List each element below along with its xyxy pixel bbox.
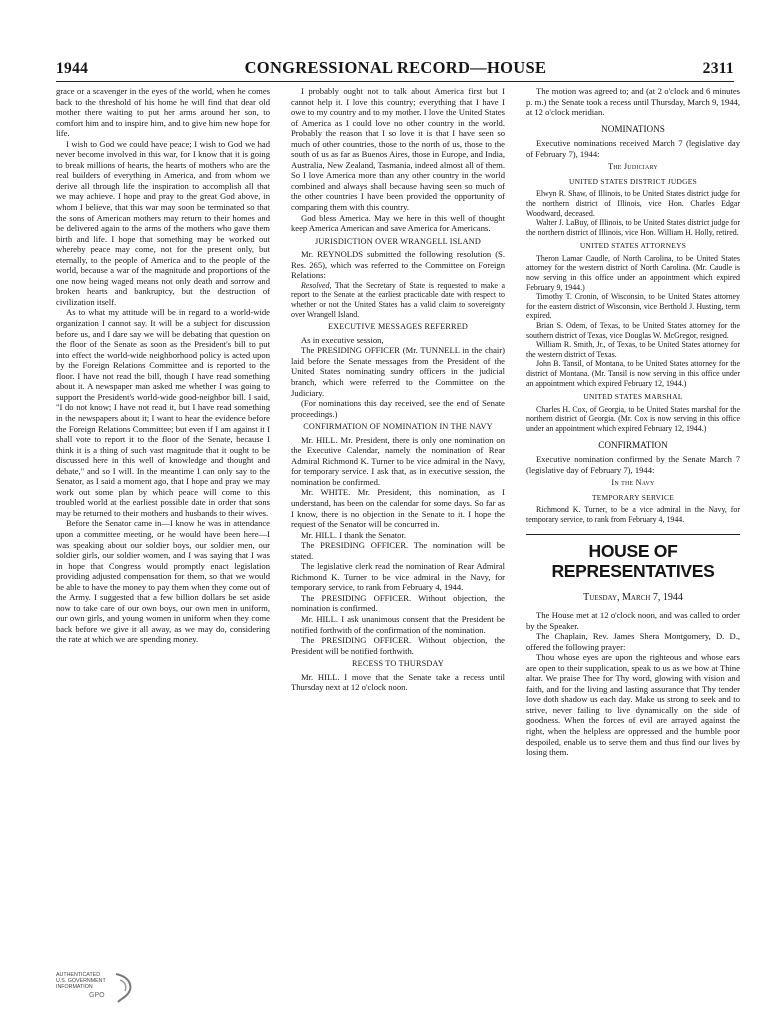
subsection-heading: UNITED STATES DISTRICT JUDGES	[568, 176, 698, 186]
paragraph: grace or a scavenger in the eyes of the world, when he comes back to the threshold of his home he will find that dear old mother there waiting to put her arms around her son, to comfort him and to inspire him, and to give him new hope for life.	[56, 86, 270, 139]
section-heading: EXECUTIVE MESSAGES REFERRED	[327, 322, 469, 332]
paragraph: The PRESIDING OFFICER. The nomination will be stated.	[291, 540, 505, 561]
paragraph: I probably ought not to talk about America first but I cannot help it. I love this country; everything that I have I owe to my country and to my mother. I love the United States of America as I could love no other country in the world. Probably the reason that I so love it is that I have seen so much of other countries, those to the north of us, those to the south of us as far as Buenos Aires, those in Europe, and India, Australia, New Zealand, Tasmania, indeed almost all of them. So I love America more than any other country in the world combined and always shall because having seen so much of the other countries I have been provided the opportunity of comparing them with this country.	[291, 86, 505, 213]
page-title: CONGRESSIONAL RECORD—HOUSE	[244, 58, 547, 77]
resolved-lead: Resolved,	[301, 280, 332, 290]
nomination-entry: Brian S. Odem, of Texas, to be United States attorney for the southern district of Texas, vice Douglas W. McGregor, resigned.	[526, 321, 740, 340]
session-date: Tuesday, March 7, 1944	[583, 592, 683, 604]
nomination-entry: Richmond K. Turner, to be a vice admiral in the Navy, for temporary service, to rank from February 4, 1944.	[526, 505, 740, 524]
nomination-entry: John B. Tansil, of Montana, to be United States attorney for the district of Montana. (Mr. Tansil is now serving in this office under an appointment which expired February 12, 1944.)	[526, 359, 740, 388]
paragraph: The PRESIDING OFFICER. Without objection, the nomination is confirmed.	[291, 592, 505, 614]
page-year: 1944	[56, 60, 89, 77]
subsection-heading: TEMPORARY SERVICE	[591, 492, 675, 502]
stamp-line: AUTHENTICATED	[56, 972, 101, 978]
paragraph: Thou whose eyes are upon the righteous and whose ears are open to their supplication, speak to us as we bow at Thine altar. We praise Thee for Thy word, glowing with vision and faith, and for the living and lasting assurance that Thy tender love doth shadow us each day. Make us strong to seek and to strive, never failing to live dynamically on the side of goodness. When the forces of evil are arrayed against the right, when the helpless are oppressed and the humble poor despoiled, enable us to serve them and thus find our lives by losing them.	[526, 652, 740, 758]
paragraph: Mr. REYNOLDS submitted the following resolution (S. Res. 265), which was referred to the Committee on Foreign Relations:	[291, 249, 505, 281]
paragraph: The PRESIDING OFFICER. Without objection, the President will be notified forthwith.	[291, 635, 505, 656]
paragraph: Mr. HILL. I move that the Senate take a recess until Thursday next at 12 o'clock noon.	[291, 671, 505, 693]
paragraph: Before the Senator came in—I know he was in attendance upon a committee meeting, or he would have been here—I was speaking about our soldier boys, our soldier men, our soldier girls, our soldier women, and I was saying that I was in hope that Congress would promptly enact legislation providing adjusted compensation for them, so that we would be able to have the money to pay them when they come out of the Army. I suggested that a few billion dollars be set aside now to take care of our own boys, our own men in uniform, our own girls, and young women in uniform when they come back before we give it all away, as we may do, considering the rate at which we are spending money.	[56, 518, 270, 645]
paragraph: (For nominations this day received, see the end of Senate proceedings.)	[291, 398, 505, 419]
paragraph: The House met at 12 o'clock noon, and was called to order by the Speaker.	[526, 610, 740, 631]
nomination-entry: Charles H. Cox, of Georgia, to be United States marshal for the northern district of Georgia. (Mr. Cox is now serving in this office under an appointment which expired February 12, 1944.)	[526, 404, 740, 433]
resolution-text	[291, 281, 505, 319]
paragraph: Mr. WHITE. Mr. President, this nomination, as I understand, has been on the calendar for some days. So far as I know, there is no objection in the Senate to it. I hope the request of the Senator will be concurred in.	[291, 487, 505, 530]
section-heading: JURISDICTION OVER WRANGELL ISLAND	[314, 236, 482, 246]
section-heading: CONFIRMATION	[598, 439, 668, 450]
page-number: 2311	[702, 60, 734, 77]
paragraph: As in executive session,	[301, 334, 384, 345]
subsection-heading: UNITED STATES MARSHAL	[583, 392, 683, 402]
house-heading: HOUSE OF REPRESENTATIVES	[526, 534, 740, 587]
stamp-text	[56, 972, 156, 990]
paragraph: The Chaplain, Rev. James Shera Montgomery, D. D., offered the following prayer:	[526, 631, 740, 652]
paragraph: Executive nominations received March 7 (legislative day of February 7), 1944:	[526, 138, 740, 159]
nomination-entry: Theron Lamar Caudle, of North Carolina, to be United States attorney for the western district of North Carolina. (Mr. Caudle is now serving in this office under an appointment which expired February 9, 1944.)	[526, 253, 740, 292]
section-heading: CONFIRMATION OF NOMINATION IN THE NAVY	[303, 422, 493, 432]
paragraph: I wish to God we could have peace; I wish to God we had never become involved in this war, for I know that it is going to break millions of hearts, the hearts of mothers who are the real builders of everything in America, and from whom we derive all through life the inspiration to accomplish all that we may achieve. I hope and pray to the great God above, in whom I believe, that this war may soon be terminated so that the sons of American mothers may return to their homes and be delivered again to the arms of the mothers who gave them birth and life. I hope that something may be worked out whereby peace may come, not for the present only, but eternally, to the people of America and to the people of the world, because a war of the magnitude and proportions of the one now being waged means not only death and sorrow and broken hearts and bankruptcy, but the destruction of civilization itself.	[56, 138, 270, 307]
paragraph: The legislative clerk read the nomination of Rear Admiral Richmond K. Turner to be vice admiral in the Navy, for temporary service, to rank from February 4, 1944.	[291, 561, 505, 593]
paragraph: The PRESIDING OFFICER (Mr. TUNNELL in the chair) laid before the Senate messages from the President of the United States nominating sundry officers in the judicial branch, which were referred to the Committee on the Judiciary.	[291, 345, 505, 398]
subsection-heading: In the Navy	[611, 478, 655, 488]
eagle-seal-icon	[112, 972, 136, 1006]
nomination-entry: Timothy T. Cronin, of Wisconsin, to be United States attorney for the eastern district of Wisconsin, vice Berthold J. Husting, term expired.	[526, 292, 740, 321]
section-heading: NOMINATIONS	[601, 123, 665, 134]
column-3	[526, 86, 740, 986]
nomination-entry: Elwyn R. Shaw, of Illinois, to be United States district judge for the northern district of Illinois, vice Hon. Charles Edgar Woodward, deceased.	[526, 189, 740, 218]
column-1	[56, 86, 270, 986]
paragraph: Mr. HILL. I ask unanimous consent that the President be notified forthwith of the confirmation of the nomination.	[291, 613, 505, 635]
section-heading: RECESS TO THURSDAY	[351, 659, 445, 669]
paragraph: Executive nomination confirmed by the Senate March 7 (legislative day of February 7), 1944:	[526, 454, 740, 475]
gpo-authentication-stamp	[56, 972, 156, 1012]
page-header	[56, 56, 734, 82]
paragraph: God bless America. May we here in this well of thought keep America American and save America for Americans.	[291, 212, 505, 234]
column-2	[291, 86, 505, 986]
gpo-label: GPO	[89, 992, 105, 999]
paragraph: The motion was agreed to; and (at 2 o'clock and 6 minutes p. m.) the Senate took a recess until Thursday, March 9, 1944, at 12 o'clock meridian.	[526, 86, 740, 118]
resolution-body: That the Secretary of State is requested to make a report to the Senate at the earliest practicable date with respect to whether or not the United States has a valid claim to sovereignty over Wrangell Island.	[291, 280, 505, 319]
nomination-entry: Walter J. LaBuy, of Illinois, to be United States district judge for the northern district of Illinois, vice Hon. William H. Holly, retired.	[526, 218, 740, 237]
nomination-entry: William R. Smith, Jr., of Texas, to be United States attorney for the western district of Texas.	[526, 340, 740, 359]
paragraph: Mr. HILL. Mr. President, there is only one nomination on the Executive Calendar, namely the nomination of Rear Admiral Richmond K. Turner to be vice admiral in the Navy, for temporary service. I ask that, as in executive session, the nomination be confirmed.	[291, 434, 505, 487]
paragraph: Mr. HILL. I thank the Senator.	[301, 529, 407, 540]
subsection-heading: The Judiciary	[608, 162, 658, 172]
paragraph: As to what my attitude will be in regard to a world-wide organization I cannot say. It will be a subject for discussion before us, and I dare say we will be debating that question on the floor of the Senate as soon as the President's bill to put into effect the world-wide neighborhood policy is acted upon by the Foreign Relations Committee and is reported to the floor. I have not read the bill, though I have read something about it. A newspaper man asked me whether I was going to support the President's world-wide good-neighbor bill. I said, "I do not know; I have not read it, but I have read something in the newspapers about it; I want to hear the evidence before the Foreign Relations Committee; but even if I am against it I shall vote to report it to the floor of the Senate, because I think it is a thing of such vast magnitude that it ought to be discussed here in this well of knowledge and thought and debate," and so I will. In the meantime I can only say to the Senator, as I said a moment ago, that I hope and pray we may work out some plan by which peace will come to this troubled world at the earliest possible date in order that sons may be returned to their mothers and husbands to their wives.	[56, 307, 270, 518]
stamp-line: INFORMATION	[56, 984, 93, 991]
text-columns	[56, 86, 740, 986]
stamp-line: U.S. GOVERNMENT	[56, 978, 106, 985]
subsection-heading: UNITED STATES ATTORNEYS	[579, 241, 687, 251]
